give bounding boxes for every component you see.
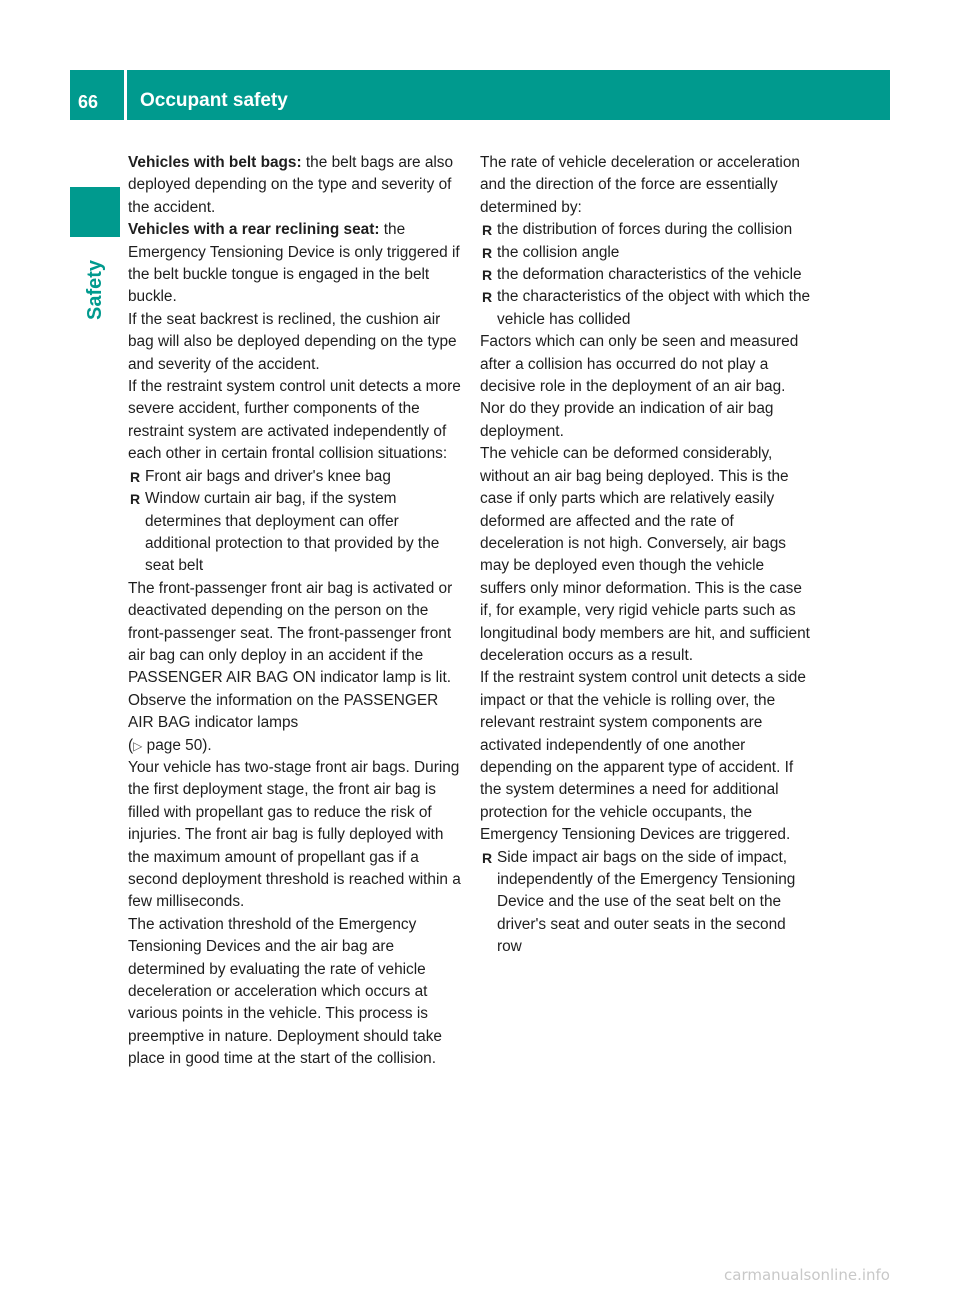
page-ref-arrow-icon: ▷ bbox=[133, 738, 143, 753]
list-item: R the distribution of forces during the collision bbox=[480, 219, 814, 241]
text-belt-bags: the belt bags are also deployed depending on the type and severity of the accident. bbox=[128, 154, 454, 216]
section-title: Occupant safety bbox=[140, 90, 288, 111]
watermark: carmanualsonline.info bbox=[724, 1266, 890, 1284]
term-rear-reclining: Vehicles with a rear reclining seat: bbox=[128, 221, 380, 239]
text-rear-reclining: the Emergency Tensioning Device is only triggered if the belt buckle tongue is engaged in the belt buckle. bbox=[128, 221, 460, 306]
sidebar-marker bbox=[70, 187, 120, 237]
left-column bbox=[128, 152, 462, 1071]
list-item: R Front air bags and driver's knee bag bbox=[128, 466, 462, 488]
bullet-list bbox=[480, 847, 814, 959]
page-number: 66 bbox=[78, 92, 99, 112]
paragraph: The vehicle can be deformed considerably, without an air bag being deployed. This is the case if only parts which are relatively easily deformed are affected and the rate of deceleration is not high. Conversely, air bags may be deployed even though the vehicle suffers only minor deformation. This is the case if, for example, very rigid vehicle parts such as longitudinal body members are hit, and sufficient deceleration occurs as a result. bbox=[480, 445, 810, 664]
paragraph: The front-passenger front air bag is activated or deactivated depending on the person on the front-passenger seat. The front-passenger front air bag can only deploy in an accident if the PASSENGER AIR BAG ON indicator lamp is lit. Observe the information on the PASSENGER AIR BAG indicator lamps (▷ page 50). bbox=[128, 579, 453, 754]
paragraph-rear-reclining bbox=[128, 219, 462, 309]
paragraph: Factors which can only be seen and measured after a collision has occurred do not play a decisive role in the deployment of an air bag. Nor do they provide an indication of air bag deployment. bbox=[480, 333, 799, 440]
header-divider bbox=[124, 70, 127, 120]
right-column bbox=[480, 152, 814, 959]
bullet-list bbox=[128, 466, 462, 578]
list-item: R Window curtain air bag, if the system determines that deployment can offer additional protection to that provided by the seat belt bbox=[128, 488, 462, 578]
paragraph: The rate of vehicle deceleration or acceleration and the direction of the force are essentially determined by: bbox=[480, 154, 800, 216]
term-belt-bags: Vehicles with belt bags: bbox=[128, 154, 302, 171]
paragraph-belt-bags bbox=[128, 152, 462, 219]
sidebar-label: Safety bbox=[84, 259, 106, 320]
paragraph: The activation threshold of the Emergency Tensioning Devices and the air bag are determined by evaluating the rate of vehicle deceleration or acceleration which occurs at various points in the vehicle. This process is preemptive in nature. Deployment should take place in good time at the start of the collision. bbox=[128, 915, 442, 1068]
paragraph: If the seat backrest is reclined, the cushion air bag will also be deployed depending on the type and severity of the accident. bbox=[128, 310, 457, 373]
paragraph-text: The front-passenger front air bag is activated or deactivated depending on the person on the front-passenger seat. The front-passenger front air bag can only deploy in an accident if the PASSENGER AIR BAG ON indicator lamp is lit. Observe the information on the PASSENGER AIR BAG indicator lamps bbox=[128, 579, 453, 732]
paragraph: If the restraint system control unit detects a side impact or that the vehicle is rolling over, the relevant restraint system components are activated independently of one another depending on the apparent type of accident. If the system determines a need for additional protection for the vehicle occupants, the Emergency Tensioning Devices are triggered. bbox=[480, 669, 806, 844]
list-item: R Side impact air bags on the side of impact, independently of the Emergency Tensioning Device and the use of the seat belt on the driver's seat and outer seats in the second row bbox=[480, 847, 814, 959]
bullet-list bbox=[480, 219, 814, 331]
paragraph: Your vehicle has two-stage front air bags. During the first deployment stage, the front air bag is filled with propellant gas to reduce the risk of injuries. The front air bag is fully deployed with the maximum amount of propellant gas if a second deployment threshold is reached within a few milliseconds. bbox=[128, 758, 461, 911]
list-item: R the collision angle bbox=[480, 242, 814, 264]
paragraph: If the restraint system control unit detects a more severe accident, further components of the restraint system are activated independently of each other in certain frontal collision situations: bbox=[128, 378, 461, 463]
page-reference-link[interactable]: page 50). bbox=[142, 736, 212, 754]
list-item: R the deformation characteristics of the vehicle bbox=[480, 264, 814, 286]
list-item: R the characteristics of the object with which the vehicle has collided bbox=[480, 286, 814, 331]
